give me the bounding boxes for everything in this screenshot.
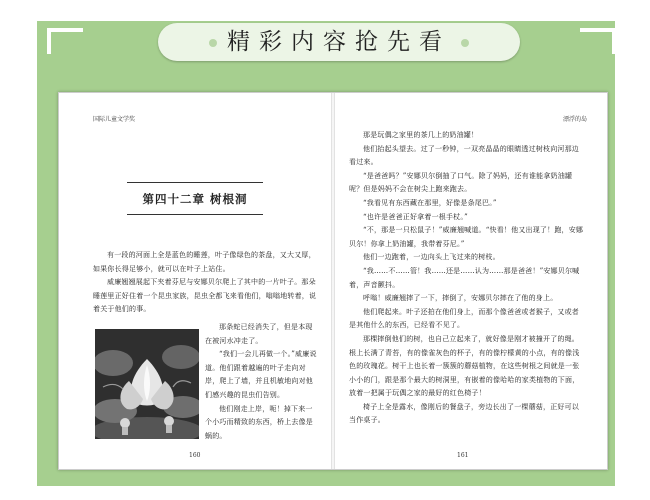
left-page [59, 93, 331, 469]
paragraph: “我看见有东西藏在那里，好像是条尾巴。” [363, 198, 497, 207]
page-number-right: 161 [457, 452, 469, 459]
chapter-title: 第四十二章 树根洞 [142, 192, 248, 206]
right-page [335, 93, 607, 469]
left-wrap-text-block [205, 321, 319, 443]
paragraph: 那是玩偶之家里的茶几上的奶油罐！ [363, 131, 479, 139]
running-head-right: 漂浮的岛 [562, 116, 587, 123]
page-number-left: 160 [189, 452, 201, 459]
banner-dot-left [209, 39, 217, 47]
paragraph: “是爸爸吗？”安娜贝尔倒抽了口气。除了妈妈，还有谁能拿奶油罐呢？但是妈妈不会在树尖上跑来跑去。 [349, 171, 573, 194]
paragraph: 他们抬起头望去。过了一秒钟，一双亮晶晶的眼睛透过树枝向河那边看过来。 [349, 144, 579, 167]
paragraph: 椅子上全是露水，像刚后的餐盘子，旁边长出了一棵蘑菇，正好可以当作桌子。 [349, 402, 579, 425]
banner-title: 精彩内容抢先看 [227, 29, 451, 55]
paragraph: 有一段的河面上全是蓝色的睡莲，叶子像绿色的茶盘，又大又厚，如果你长得足够小，就可以在叶子上站住。 [93, 251, 316, 273]
paragraph: “不，那是一只松鼠子！”威廉翘喊道。“快看！他又出现了！跑，安娜贝尔！你拿上奶油罐，我带着芬尼。” [349, 226, 584, 248]
running-head-left: 国际儿童文学奖 [93, 116, 136, 123]
paragraph: 威廉翘翘展起下夹着芬尼与安娜贝尔爬上了其中的一片叶子。那朵睡莲里正好住着一个昆虫家族，昆虫全都飞来看他们，嗡嗡地转着，说着关于他们的事。 [93, 278, 317, 314]
paragraph: 那条蛇已经消失了，但是本现在被河水冲走了。 [205, 323, 313, 345]
corner-bracket-top-left [47, 28, 83, 54]
paragraph: 他们一边跑着，一边向头上飞过来的树枝。 [363, 253, 500, 262]
right-text-block [349, 129, 585, 428]
banner [158, 23, 520, 61]
lotus-illustration [95, 329, 199, 439]
paragraph: “我们一会儿再做一个。”威廉说道。他们跟着越遍的叶子走向对岸，爬上了墙，并且机敏地向对他们感兴趣的昆虫们告别。 [205, 350, 317, 399]
banner-dot-right [461, 39, 469, 47]
paragraph: 那棵摔倒他们的树，也自己立起来了，就好像是刚才被撞开了的绳。根上长满了青苔，有的像雀灰色的杯子，有的像柠檬黄的小点，有的像浅色的玫瑰花。树干上也长着一簇簇的蘑菇植物，在这些树根之间就是一张小小的门，跟是那个最大的树洞里，有嵌着的像哈哈的家类植物的下面，放着一把属于玩偶之家的最好的红色椅子！ [349, 334, 580, 398]
open-book [58, 92, 608, 470]
corner-bracket-top-right [580, 28, 616, 54]
paragraph: 他们爬起来。叶子还拍在他们身上，而那个像爸爸或者猴子，又或者是其他什么的东西，已经看不见了。 [349, 307, 579, 330]
chapter-rule-top [127, 182, 263, 183]
paragraph: “也许是爸爸正好拿着一根手杖。” [363, 212, 468, 221]
left-text-block [93, 249, 319, 317]
chapter-rule-bottom [127, 214, 263, 215]
paragraph: 他们刚走上岸，呃！掉下来一个小巧而精致的东西，桥上去像是蜗的。 [205, 404, 313, 440]
paragraph: 呼嗡！威廉翘摔了一下，摔倒了，安娜贝尔摔在了他的身上。 [363, 294, 558, 303]
paragraph: “我……不……管！我……还是……认为……那是爸爸！”安娜贝尔喊着，声音颤抖。 [349, 266, 580, 289]
